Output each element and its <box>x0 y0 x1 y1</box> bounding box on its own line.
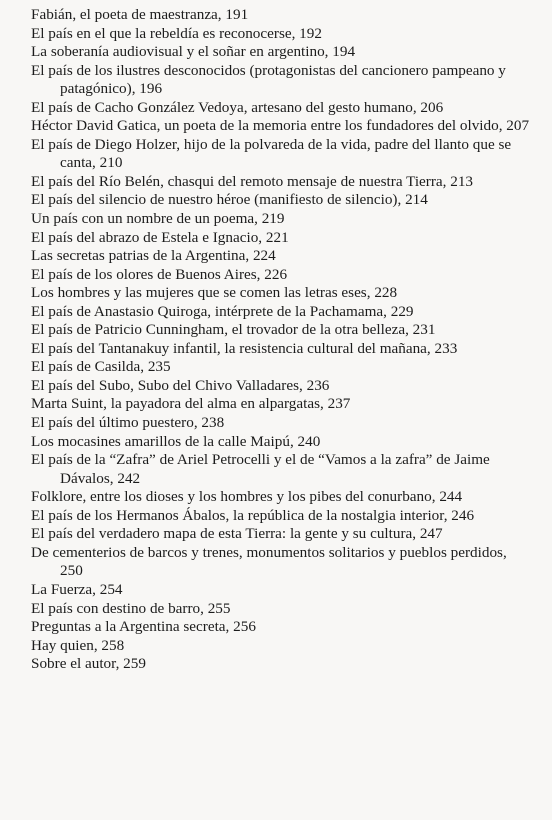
toc-entry: El país de Patricio Cunningham, el trovador de la otra belleza, 231 <box>31 321 436 339</box>
toc-entry: El país de Cacho González Vedoya, artesano del gesto humano, 206 <box>31 98 444 116</box>
toc-entry: Los hombres y las mujeres que se comen las letras eses, 228 <box>31 284 398 302</box>
toc-entry: El país de los Hermanos Ábalos, la república de la nostalgia interior, 246 <box>31 506 475 524</box>
toc-entry: La Fuerza, 254 <box>31 580 123 598</box>
toc-entry: La soberanía audiovisual y el soñar en argentino, 194 <box>31 43 356 61</box>
toc-entry: El país de Anastasio Quiroga, intérprete de la Pachamama, 229 <box>31 302 414 320</box>
toc-entry: Hay quien, 258 <box>31 636 125 654</box>
toc-entry: Marta Suint, la payadora del alma en alpargatas, 237 <box>31 395 351 413</box>
toc-entry: El país del Río Belén, chasqui del remoto mensaje de nuestra Tierra, 213 <box>31 172 474 190</box>
toc-entry: Los mocasines amarillos de la calle Maipú, 240 <box>31 432 321 450</box>
toc-entry: El país de los olores de Buenos Aires, 226 <box>31 265 288 283</box>
toc-entry: Un país con un nombre de un poema, 219 <box>31 210 285 228</box>
toc-entry: Folklore, entre los dioses y los hombres y los pibes del conurbano, 244 <box>31 488 463 506</box>
table-of-contents <box>31 6 531 674</box>
toc-entry: El país del Tantanakuy infantil, la resistencia cultural del mañana, 233 <box>31 339 458 357</box>
toc-entry: El país en el que la rebeldía es reconocerse, 192 <box>31 24 322 42</box>
toc-entry: El país de Casilda, 235 <box>31 358 171 376</box>
toc-entry: Las secretas patrias de la Argentina, 224 <box>31 247 276 265</box>
toc-entry: El país del abrazo de Estela e Ignacio, 221 <box>31 228 289 246</box>
toc-entry: Sobre el autor, 259 <box>31 655 146 673</box>
toc-entry: Preguntas a la Argentina secreta, 256 <box>31 618 256 636</box>
toc-entry: El país del último puestero, 238 <box>31 414 225 432</box>
toc-entry: El país del Subo, Subo del Chivo Valladares, 236 <box>31 376 330 394</box>
toc-entry: El país de los ilustres desconocidos (protagonistas del cancionero pampeano y patagónico), 196 <box>31 61 506 98</box>
toc-entry: El país de la “Zafra” de Ariel Petrocelli y el de “Vamos a la zafra” de Jaime Dávalos, 242 <box>31 451 490 487</box>
toc-entry: El país de Diego Holzer, hijo de la polvareda de la vida, padre del llanto que se canta, 210 <box>31 135 512 172</box>
toc-entry: El país del verdadero mapa de esta Tierra: la gente y su cultura, 247 <box>31 525 443 543</box>
toc-entry: El país con destino de barro, 255 <box>31 599 231 617</box>
toc-entry: Héctor David Gatica, un poeta de la memoria entre los fundadores del olvido, 207 <box>31 117 530 135</box>
toc-entry: Fabián, el poeta de maestranza, 191 <box>31 6 249 23</box>
toc-entry: De cementerios de barcos y trenes, monumentos solitarios y pueblos perdidos, 250 <box>31 543 507 580</box>
toc-entry: El país del silencio de nuestro héroe (manifiesto de silencio), 214 <box>31 191 428 209</box>
